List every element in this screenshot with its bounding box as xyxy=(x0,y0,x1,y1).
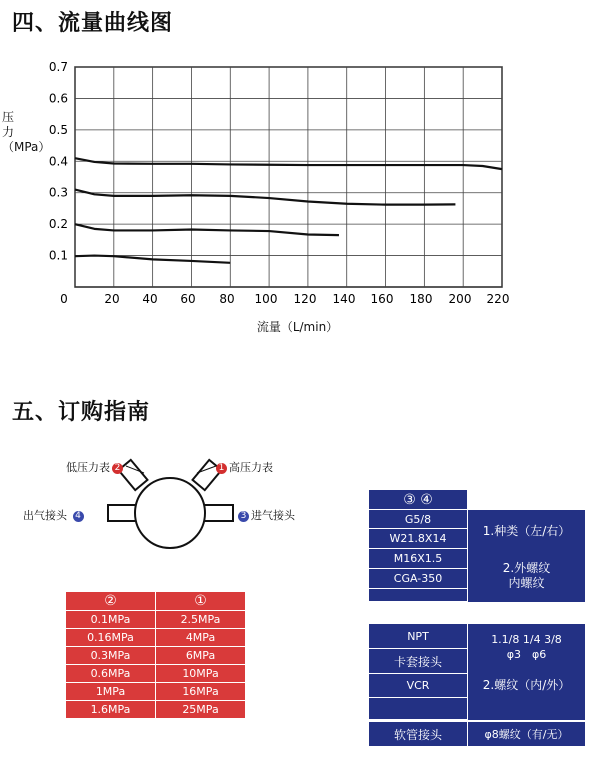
series-line xyxy=(75,190,455,205)
connector-header: ③ ④ xyxy=(369,490,467,510)
connector-cell: NPT xyxy=(369,624,467,649)
number-2-badge: 2 xyxy=(112,463,123,474)
connector-cell: VCR xyxy=(369,674,467,698)
connector-cell: G5/8 xyxy=(369,510,467,529)
y-tick-label: 0.4 xyxy=(48,154,68,169)
section-5-title: 五、订购指南 xyxy=(12,400,151,425)
table-row: 0.16MPa 4MPa xyxy=(66,629,246,647)
connector-empty-cell xyxy=(467,698,585,720)
table-header-row xyxy=(66,592,246,611)
x-tick-label: 120 xyxy=(293,292,317,306)
gauge-range-table xyxy=(65,591,246,719)
x-tick-label: 100 xyxy=(254,292,278,306)
series-lines xyxy=(75,158,502,263)
table-row: 0.1MPa 2.5MPa xyxy=(66,611,246,629)
connector-desc: 2.外螺纹 内螺纹 xyxy=(467,550,585,602)
table-row: 1MPa 16MPa xyxy=(66,683,246,701)
table-row: 1.6MPa 25MPa xyxy=(66,701,246,719)
chart-grid xyxy=(75,67,502,287)
x-tick-label: 160 xyxy=(370,292,394,306)
y-tick-label: 0.6 xyxy=(48,91,68,106)
connector-desc: 2.螺纹（内/外） xyxy=(467,670,585,698)
x-tick-label: 60 xyxy=(180,292,196,306)
flow-curve-chart xyxy=(0,50,595,320)
header-cell: ② xyxy=(66,592,156,611)
y-tick-label: 0.5 xyxy=(48,122,68,137)
connector-cell: W21.8X14 xyxy=(369,529,467,549)
connector-desc: 1.1/8 1/4 3/8 φ3 φ6 xyxy=(467,624,585,670)
low-gauge-label: 低压力表 2 xyxy=(66,459,125,475)
y-tick-label: 0.1 xyxy=(48,248,68,263)
connector-cell: 卡套接头 xyxy=(369,649,467,674)
high-gauge-label: 1 高压力表 xyxy=(214,459,273,475)
connector-empty-cell xyxy=(369,698,467,720)
y-axis-label: 压力（MPa） xyxy=(2,110,51,154)
x-tick-label: 0 xyxy=(60,292,68,306)
y-tick-label: 0.2 xyxy=(48,217,68,232)
series-line xyxy=(75,158,502,169)
x-tick-label: 200 xyxy=(448,292,472,306)
connector-empty-cell xyxy=(369,589,467,602)
x-tick-label: 80 xyxy=(219,292,235,306)
number-4-badge: 4 xyxy=(73,511,84,522)
connector-cell: CGA-350 xyxy=(369,569,467,589)
x-tick-labels xyxy=(60,292,509,306)
outlet-label: 出气接头 4 xyxy=(23,507,86,523)
table-row: 0.6MPa 10MPa xyxy=(66,665,246,683)
x-tick-label: 180 xyxy=(409,292,433,306)
number-3-badge: 3 xyxy=(238,511,249,522)
y-tick-label: 0.7 xyxy=(48,60,68,74)
x-tick-label: 140 xyxy=(332,292,356,306)
regulator-body xyxy=(135,478,205,548)
x-axis-label: 流量（L/min） xyxy=(256,320,339,334)
header-cell: ① xyxy=(156,592,246,611)
x-tick-label: 220 xyxy=(486,292,510,306)
section-4-title: 四、流量曲线图 xyxy=(12,11,174,36)
y-tick-labels xyxy=(49,60,68,263)
x-tick-label: 20 xyxy=(104,292,120,306)
connector-cell: M16X1.5 xyxy=(369,549,467,569)
plot-frame xyxy=(75,67,502,287)
connector-desc: φ8螺纹（有/无） xyxy=(467,722,585,746)
y-tick-label: 0.3 xyxy=(48,185,68,200)
x-tick-label: 40 xyxy=(142,292,158,306)
inlet-label: 3 进气接头 xyxy=(236,507,295,523)
connector-desc: 1.种类（左/右） xyxy=(467,510,585,550)
connector-cell: 软管接头 xyxy=(369,722,467,746)
series-line xyxy=(75,224,339,235)
number-1-badge: 1 xyxy=(216,463,227,474)
table-row: 0.3MPa 6MPa xyxy=(66,647,246,665)
